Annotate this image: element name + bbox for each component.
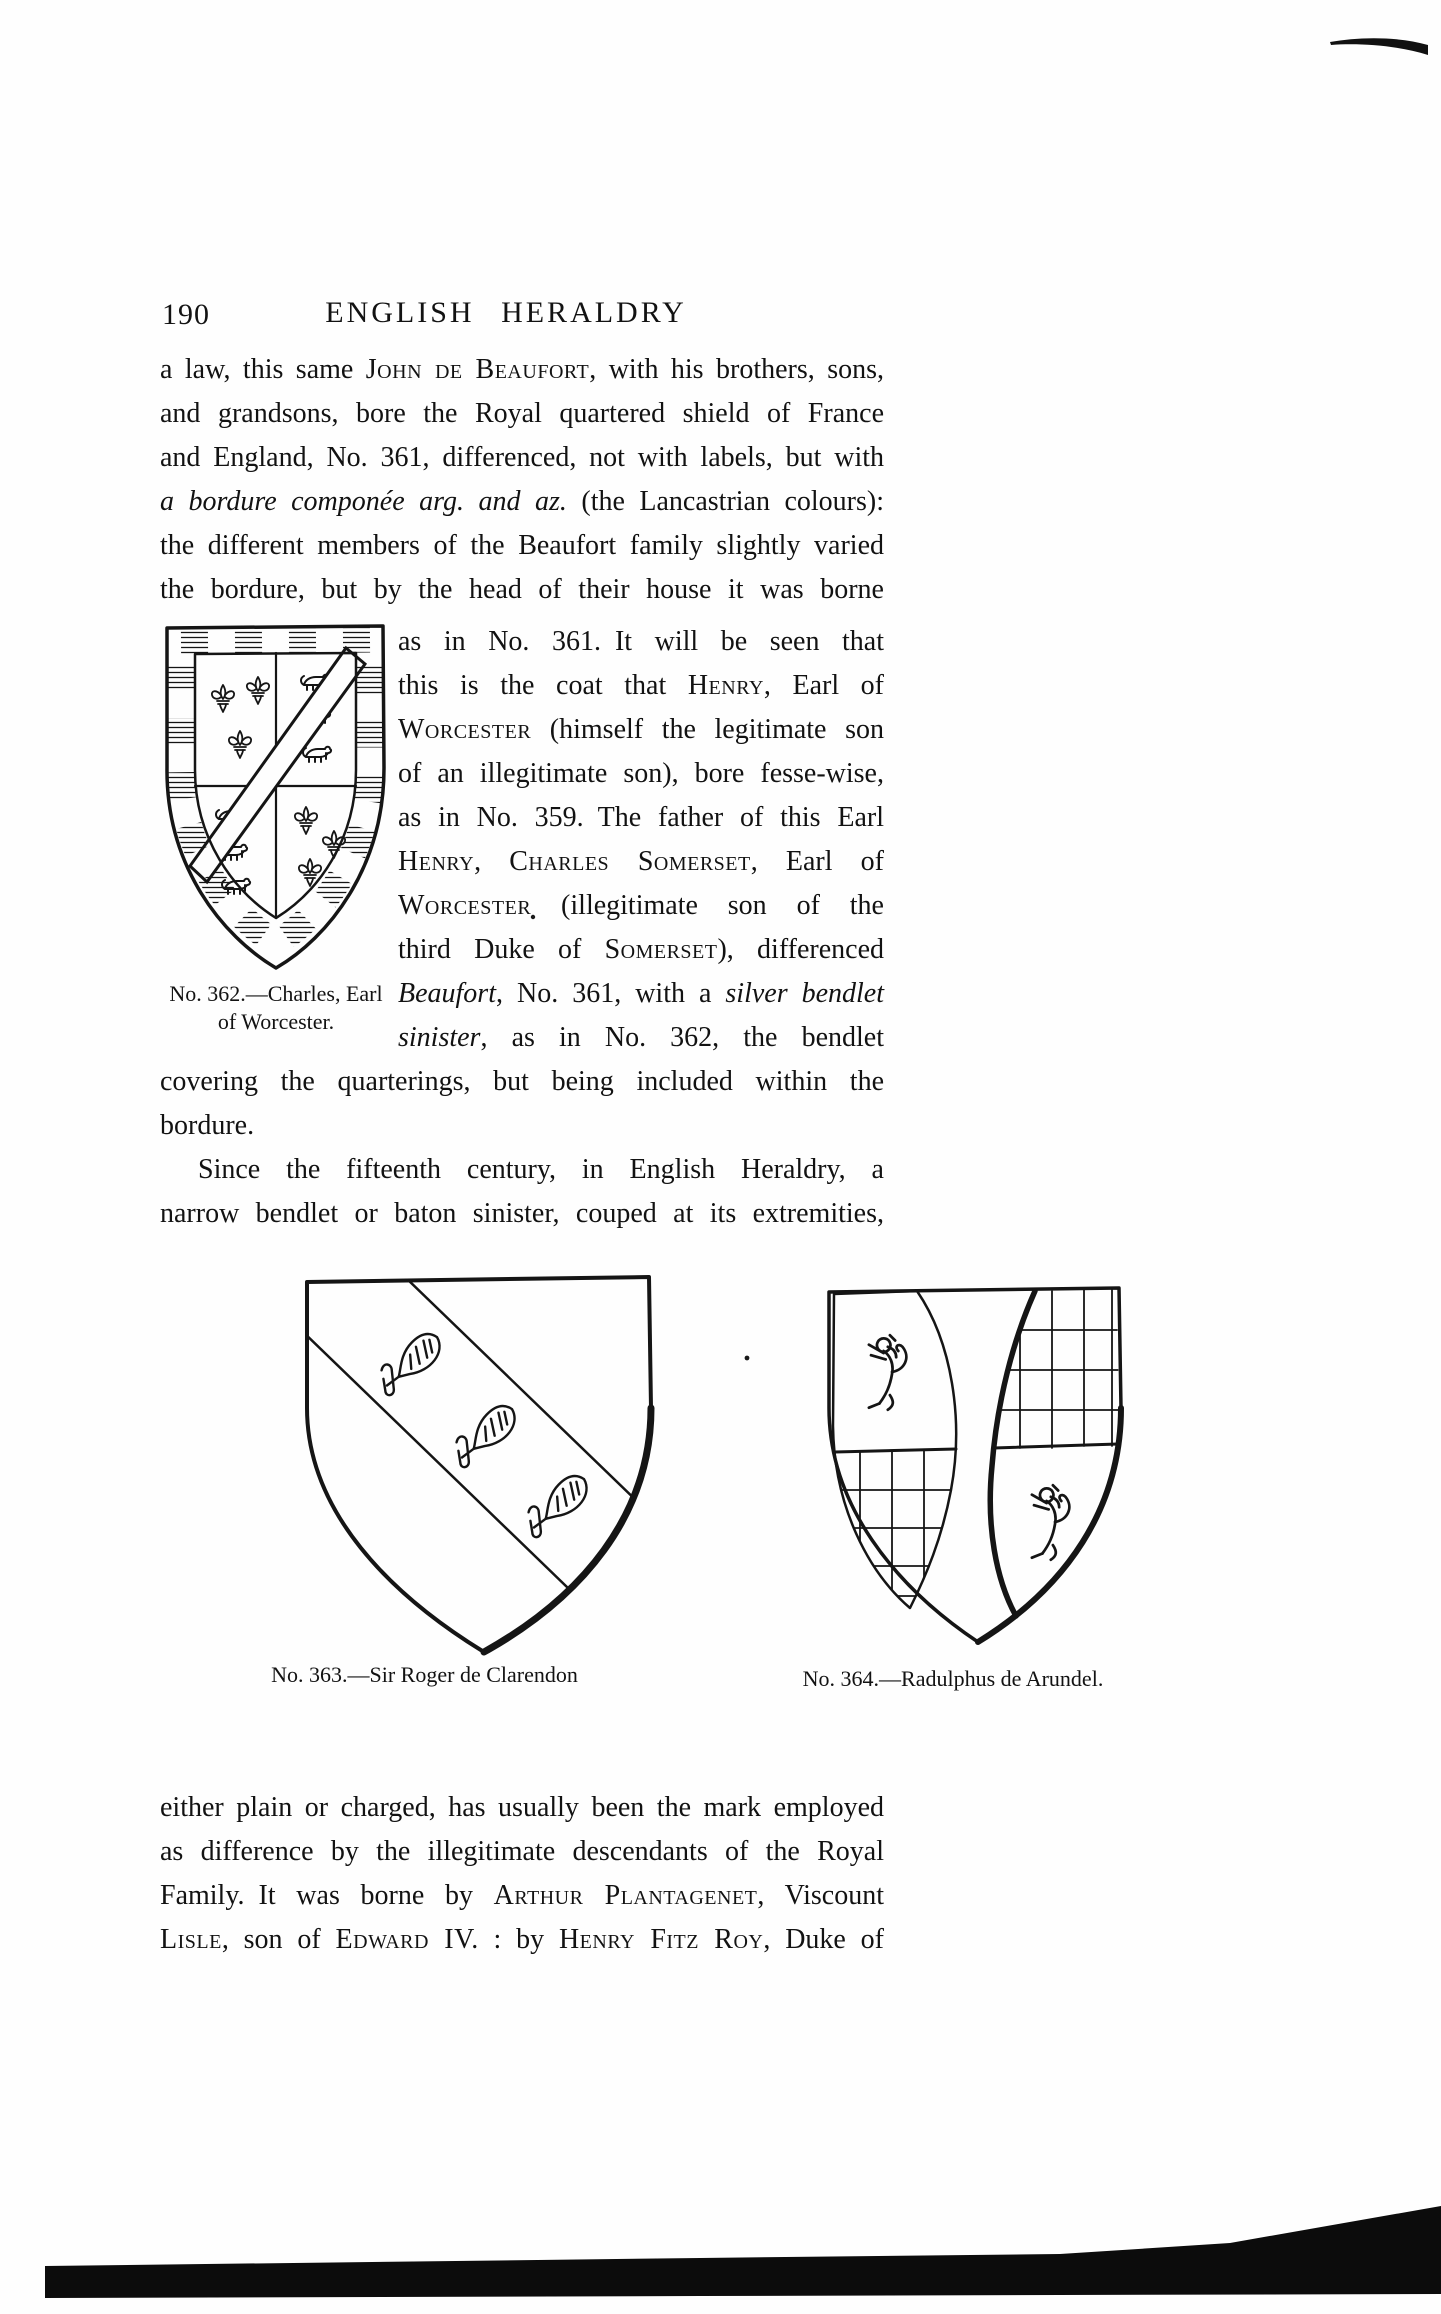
text-line: Beaufort, No. 361, with a silver bendlet [398,978,885,1009]
text-line: either plain or charged, has usually been the mark employed [160,1792,884,1823]
text-line: the different members of the Beaufort family slightly varied [160,530,884,561]
text-line: Family. It was borne by Arthur Plantagenet, Viscount [160,1880,885,1911]
text-line: a law, this same John de Beaufort, with his brothers, sons, [160,354,884,385]
shield-363-illustration [297,1268,662,1660]
figure-364-caption: No. 364.—Radulphus de Arundel. [802,1666,1104,1691]
paragraph-2-continued [160,1060,884,1148]
page-header [160,292,884,342]
text-line: a bordure componée arg. and az. (the Lancastrian colours): [160,486,885,517]
text-line: Lisle, son of Edward IV. : by Henry Fitz Roy, Duke of [160,1924,884,1955]
text-line: the bordure, but by the head of their house it was borne [160,574,884,605]
scan-gutter-shadow [45,2206,1441,2298]
text-line: as in No. 361. It will be seen that [398,626,884,657]
paragraph-1 [160,348,884,612]
text-line: covering the quarterings, but being included within the [160,1066,884,1097]
caption-line: No. 362.—Charles, Earl [169,981,383,1006]
ink-speck [745,1356,750,1361]
text-line: bordure. [160,1110,255,1141]
figure-362 [160,620,392,1060]
figure-363-caption: No. 363.—Sir Roger de Clarendon [271,1662,578,1687]
figure-363 [297,1268,662,1660]
text-line: Worcester (illegitimate son of the [398,890,884,921]
page-number: 190 [162,298,210,331]
text-line: Henry, Charles Somerset, Earl of [398,846,885,877]
text-line: Worcester (himself the legitimate son [398,714,884,745]
text-line: and grandsons, bore the Royal quartered shield of France [160,398,884,429]
text-column [160,292,884,1236]
shield-362-illustration [160,620,390,976]
text-line: as in No. 359. The father of this Earl [398,802,884,833]
caption-line: of Worcester. [217,1009,335,1034]
text-line: third Duke of Somerset), differenced [398,934,884,965]
running-title: ENGLISH HERALDRY [325,296,687,329]
scan-smudge-icon [1330,38,1428,55]
text-line: narrow bendlet or baton sinister, couped at its extremities, [160,1198,884,1229]
paragraph-4 [160,1786,884,1962]
text-line: sinister, as in No. 362, the bendlet [398,1022,884,1053]
text-line: Since the fifteenth century, in English Heraldry, a [198,1154,884,1185]
paragraph-2-wrap-text [398,620,884,1060]
text-line: as difference by the illegitimate descendants of the Royal [160,1836,884,1867]
figure-and-text-row [160,620,884,1060]
figure-364 [820,1280,1130,1655]
paragraph-3 [160,1148,884,1236]
text-line: this is the coat that Henry, Earl of [398,670,884,701]
text-line: and England, No. 361, differenced, not with labels, but with [160,442,884,473]
figure-362-caption [160,980,392,1036]
text-line: of an illegitimate son), bore fesse-wise, [398,758,884,789]
shield-364-illustration [820,1280,1130,1655]
